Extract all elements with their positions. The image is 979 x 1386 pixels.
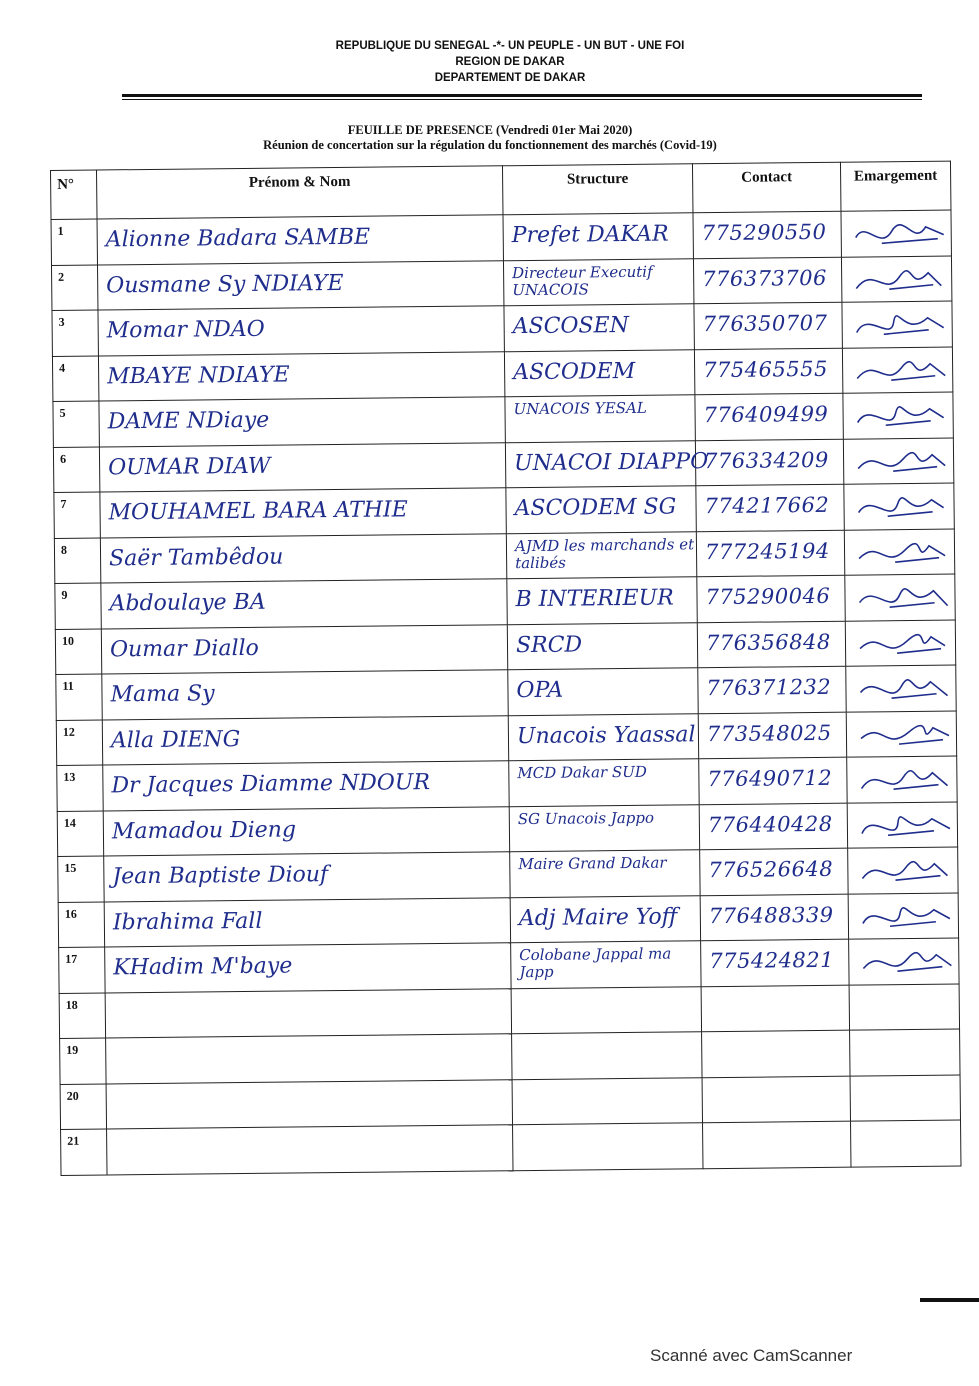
signature-stroke [863,907,950,926]
signature-cell [844,483,954,530]
handwritten-signature [847,711,957,754]
participant-name: Saër Tambêdou [108,544,284,571]
participant-name: Momar NDAO [106,316,265,344]
signature-stroke [858,406,944,425]
participant-contact: 776409499 [703,401,829,428]
participant-structure: UNACOIS YESAL [513,398,647,419]
participant-structure [512,987,701,997]
participant-contact-cell [693,211,841,258]
row-number: 15 [64,860,77,875]
participant-name: Ousmane Sy NDIAYE [106,270,344,298]
participant-name-cell [107,1125,513,1175]
participant-structure: MCD Dakar SUD [517,762,647,783]
signature-stroke [856,270,941,289]
participant-name: Dr Jacques Diamme NDOUR [111,770,431,799]
handwritten-signature [845,529,955,572]
participant-name-cell [104,897,510,947]
participant-structure-cell [507,577,697,624]
participant-contact: 775290550 [701,219,827,246]
participant-contact-cell [699,803,847,850]
title-meeting: Réunion de concertation sur la régulation du fonctionnement des marchés (Covid-19) [263,138,717,152]
participant-structure [513,1078,702,1088]
participant-name-cell [102,670,508,720]
participant-structure: Unacois Yaassal [516,721,696,749]
participant-name: Jean Baptiste Diouf [112,862,329,890]
row-number-cell [51,219,97,265]
participant-contact: 775290046 [705,583,831,610]
participant-contact-cell [697,621,845,668]
participant-name-cell [101,624,507,674]
participant-contact: 776350707 [702,310,828,337]
signature-stroke [857,361,945,380]
row-number-cell [56,719,102,765]
participant-name-cell [103,761,509,811]
signature-cell [844,529,954,576]
handwritten-signature [845,575,955,618]
handwritten-signature [843,347,953,390]
participant-contact-cell [695,439,843,486]
participant-structure-cell [508,713,698,760]
participant-contact-cell [700,848,848,895]
participant-structure-cell [503,213,693,260]
participant-name: KHadim M'baye [113,953,293,981]
participant-structure-cell [511,986,701,1033]
participant-contact: 776373706 [702,265,828,291]
handwritten-signature [846,620,956,663]
signature-cell [841,256,951,303]
participant-contact [703,1076,850,1086]
participant-contact-cell [697,575,845,622]
row-number-cell [59,947,105,993]
participant-contact-cell [701,939,849,986]
participant-name-cell [105,943,511,993]
row-number-cell [52,356,98,402]
participant-name-cell [103,806,509,856]
document-header [190,38,830,86]
participant-contact-cell [694,348,842,395]
row-number: 5 [59,405,66,420]
signature-cell [842,347,952,394]
table-row [61,1120,961,1175]
participant-structure-cell [505,395,695,442]
participant-contact-cell [695,393,843,440]
participant-contact-cell [703,1121,851,1168]
row-number-cell [54,537,100,583]
signature-stroke [859,588,947,607]
row-number: 3 [58,314,65,329]
signature-stroke [861,770,947,789]
participant-structure: ASCOSEN [512,312,630,340]
participant-contact: 776334209 [703,447,829,473]
handwritten-signature [848,802,958,845]
row-number: 19 [66,1042,79,1057]
header-number: N° [51,170,98,219]
signature-cell [846,665,956,712]
row-number-cell [53,401,99,447]
participant-structure: SRCD [515,631,583,658]
participant-contact: 776356848 [705,629,831,655]
row-number-cell [59,992,105,1038]
signature-cell [847,756,957,803]
scan-edge-mark [920,1298,979,1302]
signature-stroke [860,679,947,698]
participant-name-cell [97,215,503,265]
handwritten-signature [843,393,953,436]
signature-stroke [863,952,951,971]
participant-structure-cell [510,895,700,942]
participant-contact [702,1031,849,1041]
participant-structure-cell [508,668,698,715]
row-number-cell [55,583,101,629]
header-contact: Contact [692,162,841,213]
row-number-cell [51,265,97,311]
row-number-cell [53,446,99,492]
handwritten-signature [846,666,956,709]
participant-structure-cell [512,1077,702,1124]
signature-cell [842,301,952,348]
signature-cell [843,392,953,439]
participant-structure: ASCODEM [513,358,636,385]
signature-cell [845,574,955,621]
signature-cell [843,438,953,485]
participant-structure-cell [513,1123,703,1170]
participant-structure-cell [511,941,701,988]
participant-contact: 776490712 [707,765,833,792]
participant-structure-cell [509,804,699,851]
participant-name-cell [106,1079,512,1129]
row-number: 1 [57,223,64,238]
signature-cell [847,802,957,849]
signature-cell [851,1120,961,1167]
document-title [160,123,820,153]
header-name: Prénom & Nom [97,166,503,219]
signature-stroke [859,543,945,562]
row-number: 18 [65,997,78,1012]
participant-structure: B INTERIEUR [515,585,674,613]
participant-structure-cell [506,531,696,578]
participant-structure: Colobane Jappal ma Japp [519,944,672,982]
participant-name: Mamadou Dieng [111,816,297,844]
scanner-watermark: Scanné avec CamScanner [650,1346,853,1365]
participant-name: MBAYE NDIAYE [107,362,290,389]
attendance-table [50,161,961,1176]
participant-name-cell [101,579,507,629]
participant-name-cell [100,533,506,583]
row-number-cell [60,1038,106,1084]
row-number: 9 [61,587,68,602]
participant-name-cell [97,260,503,310]
handwritten-signature [844,438,954,481]
participant-structure: UNACOI DIAPPO [513,448,709,476]
participant-structure-cell [504,304,694,351]
participant-structure-cell [507,622,697,669]
row-number: 6 [59,451,67,466]
participant-structure: Maire Grand Dakar [518,853,667,874]
participant-structure: Prefet DAKAR [511,221,669,249]
handwritten-signature [844,484,954,527]
participant-contact: 776488339 [708,902,834,928]
title-attendance: FEUILLE DE PRESENCE (Vendredi 01er Mai 2020) [347,123,633,137]
participant-contact-cell [694,302,842,349]
participant-contact: 773548025 [706,720,832,746]
participant-contact: 774217662 [704,492,830,519]
signature-cell [841,210,951,257]
signature-stroke [862,816,950,835]
signature-cell [849,938,959,985]
signature-stroke [857,315,944,334]
row-number: 14 [63,815,76,830]
participant-structure-cell [510,850,700,897]
signature-stroke [862,861,947,880]
row-number: 13 [63,769,76,784]
participant-name: Oumar Diallo [109,635,259,662]
handwritten-signature [842,256,952,299]
handwritten-signature [841,211,951,254]
participant-name: DAME NDiaye [107,407,270,435]
header-rule [122,94,922,97]
signature-cell [845,620,955,667]
participant-name-cell [104,852,510,902]
signature-cell [846,711,956,758]
participant-contact-cell [693,257,841,304]
row-number-cell [58,901,104,947]
row-number-cell [57,765,103,811]
participant-contact-cell [701,985,849,1032]
participant-structure: Adj Maire Yoff [518,903,678,931]
participant-structure-cell [509,759,699,806]
row-number-cell [55,628,101,674]
participant-contact-cell [702,1030,850,1077]
participant-contact: 775424821 [709,947,835,974]
participant-contact-cell [696,484,844,531]
signature-stroke [860,634,945,653]
participant-structure: ASCODEM SG [514,494,677,522]
row-number: 8 [60,542,68,557]
row-number-cell [60,1083,106,1129]
participant-contact: 776440428 [707,811,833,837]
participant-name-cell [98,351,504,401]
participant-contact-cell [702,1076,850,1123]
header-department: DEPARTEMENT DE DAKAR [434,72,586,84]
handwritten-signature [842,302,952,345]
header-structure: Structure [502,164,693,215]
header-region: REGION DE DAKAR [455,56,565,68]
participant-name: Abdoulaye BA [109,589,266,617]
participant-contact-cell [698,666,846,713]
participant-name-cell [98,306,504,356]
handwritten-signature [847,757,957,800]
participant-contact-cell [700,894,848,941]
participant-structure: AJMD les marchands et talibés [514,534,695,572]
participant-contact [703,1122,850,1132]
participant-name-cell [105,988,511,1038]
participant-name-cell [106,1034,512,1084]
header-rule-thin [122,99,922,100]
header-republic: REPUBLIQUE DU SENEGAL -*- UN PEUPLE - UN BUT - UNE FOI [335,40,685,52]
signature-cell [848,893,958,940]
participant-contact: 776371232 [706,674,832,701]
participant-contact: 776526648 [708,856,834,883]
handwritten-signature [848,848,958,891]
handwritten-signature [849,893,959,936]
participant-structure-cell [504,349,694,396]
participant-structure-cell [512,1032,702,1079]
participant-contact: 775465555 [703,356,828,382]
signature-cell [850,1029,960,1076]
participant-structure-cell [503,258,693,305]
row-number-cell [58,856,104,902]
signature-cell [848,847,958,894]
participant-contact-cell [698,712,846,759]
participant-structure-cell [505,440,709,487]
row-number-cell [54,492,100,538]
participant-contact: 777245194 [704,538,830,564]
handwritten-signature [849,939,959,982]
row-number-cell [52,310,98,356]
participant-structure: SG Unacois Jappo [517,808,655,828]
row-number: 12 [62,724,75,739]
participant-name-cell [99,442,505,492]
participant-name-cell [100,488,506,538]
header-signature: Emargement [840,161,951,211]
participant-name: OUMAR DIAW [107,453,271,480]
row-number-cell [61,1129,107,1175]
signature-stroke [858,452,945,471]
row-number: 16 [64,906,77,921]
row-number: 20 [66,1088,79,1103]
participant-structure [513,1123,702,1133]
participant-name: Mama Sy [110,681,215,708]
row-number: 10 [61,633,74,648]
row-number: 17 [65,951,78,966]
participant-name: Alla DIENG [110,726,241,753]
signature-stroke [856,224,944,243]
row-number: 21 [67,1133,80,1148]
participant-name-cell [102,715,508,765]
participant-name: Ibrahima Fall [112,908,263,935]
participant-name: MOUHAMEL BARA ATHIE [108,497,408,526]
participant-structure: Directeur Executif UNACOIS [512,262,653,299]
signature-stroke [858,497,943,516]
row-number: 11 [62,678,74,693]
row-number-cell [57,810,103,856]
signature-cell [850,1075,960,1122]
row-number: 7 [60,496,67,511]
participant-contact [702,985,849,995]
participant-structure: OPA [516,677,564,704]
row-number-cell [56,674,102,720]
participant-structure-cell [506,486,696,533]
participant-name-cell [99,397,505,447]
participant-name: Alionne Badara SAMBE [105,224,371,253]
signature-stroke [861,725,949,744]
row-number: 4 [58,360,66,375]
signature-cell [849,984,959,1031]
participant-contact-cell [696,530,844,577]
participant-structure [512,1032,701,1042]
row-number: 2 [58,269,65,284]
participant-contact-cell [699,757,847,804]
